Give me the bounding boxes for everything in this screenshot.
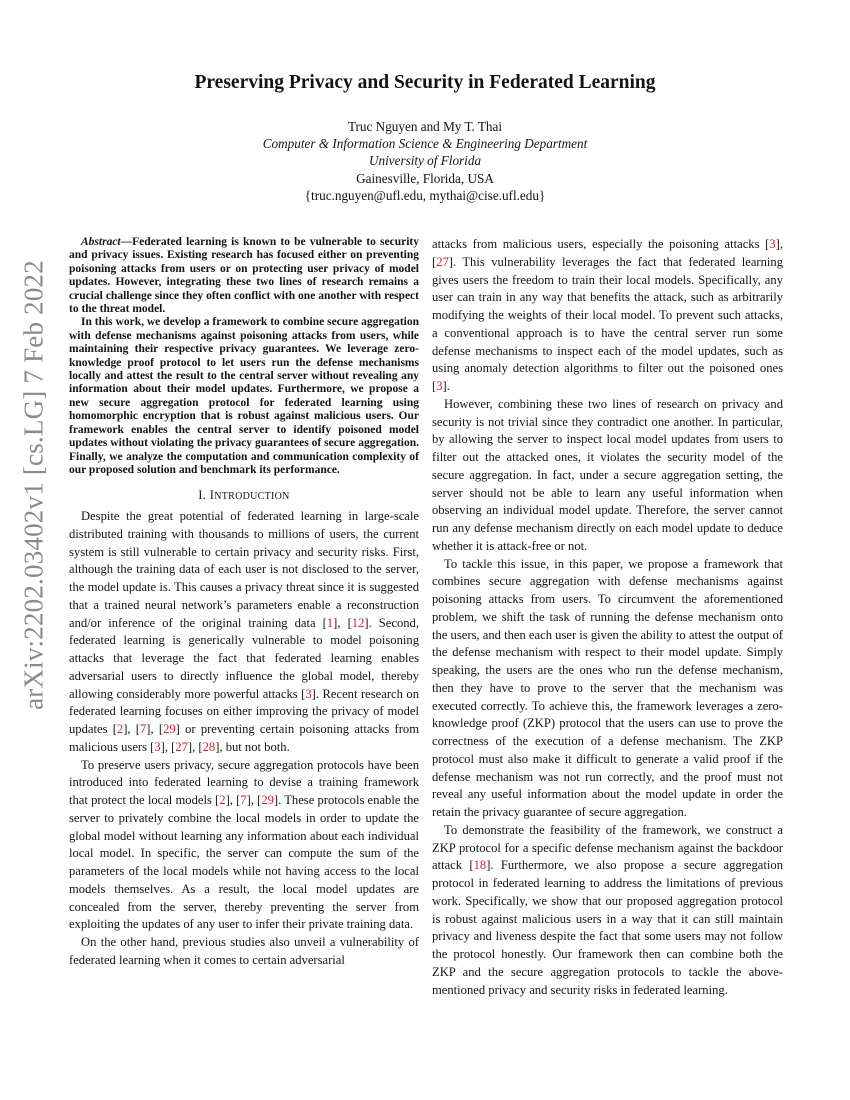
arxiv-stamp-text: arXiv:2202.03402v1 [cs.LG] 7 Feb 2022: [18, 260, 49, 710]
abstract-label: Abstract: [81, 236, 121, 248]
paper-title: Preserving Privacy and Security in Federated Learning: [194, 72, 656, 93]
citation-link[interactable]: 12: [351, 615, 365, 630]
citation-link[interactable]: 3: [436, 379, 443, 393]
author-block: [0, 118, 850, 204]
citation-link[interactable]: 3: [769, 237, 776, 251]
arxiv-stamp: [14, 260, 54, 710]
intro-paragraph-4: However, combining these two lines of research on privacy and security is not trivial since they contradict one another. In particular, by allowing the server to inspect local model updates from users to filter out the attacked ones, it violates the security model of the secure aggregation. In fact, under a secure aggregation setting, the server should not be able to learn any useful information when observing an individual model update. Therefore, the server cannot run any defense mechanism directly on each model update to deduce whether it is attack-free or not.: [432, 396, 783, 553]
citation-link[interactable]: 27: [436, 254, 449, 269]
citation-link[interactable]: 27: [175, 739, 188, 754]
author-department: Computer & Information Science & Engineering Department: [262, 136, 588, 152]
left-column: [69, 236, 419, 970]
citation-link[interactable]: 3: [305, 686, 312, 701]
intro-paragraph-6: To demonstrate the feasibility of the framework, we construct a ZKP protocol for a specific defense mechanism against the backdoor attack [18]. Furthermore, we also propose a secure aggregation protocol in federated learning to address the limitations of previous work. Specifically, we show that our proposed aggregation protocol is robust against malicious users in a way that it can still maintain privacy and liveness despite the fact that some users may not follow the protocol honestly. Our framework then can combine both the ZKP and the secure aggregation protocols to tackle the above-mentioned privacy and security risks in federated learning.: [432, 822, 783, 997]
section-heading-introduction: I. INTRODUCTION: [198, 488, 290, 503]
intro-paragraph-5: To tackle this issue, in this paper, we propose a framework that combines secure aggregation with defense mechanisms against poisoning attacks from users. To circumvent the aforementioned problem, we shift the task of running the defense mechanism onto the users, and then each user is given the ability to attest the output of the defense mechanism with respect to their model update. Simply speaking, the users are the ones who run the defense mechanism, then they have to prove to the server that the mechanism was executed correctly. To achieve this, the framework leverages a zero-knowledge proof (ZKP) protocol that the users can use to prove the correctness of the execution of a defense mechanism. The ZKP protocol must also make it difficult to generate a valid proof if the defense mechanism was not run correctly, and the proof must not reveal any useful information about the model update in order the retain the privacy guarantee of secure aggregation.: [432, 556, 783, 819]
right-column: [432, 236, 783, 999]
author-location: Gainesville, Florida, USA: [356, 170, 494, 186]
citation-link[interactable]: 29: [261, 793, 274, 808]
citation-link[interactable]: 1: [326, 615, 334, 630]
citation-link[interactable]: 18: [473, 858, 487, 873]
intro-paragraph-2: To preserve users privacy, secure aggregation protocols have been introduced into federated learning to devise a training framework that protect the local models [2], [7], [29]. These protocols enable the server to privately combine the local models in order to update the global model without learning any information about each individual local model. In specific, the server can compute the sum of the parameters of the local models while not having access to the local models themselves. As a result, the local model updates are concealed from the server, thereby preventing the server from exploiting the updates of any user to infer their private training data.: [69, 757, 419, 932]
intro-paragraph-3: On the other hand, previous studies also unveil a vulnerability of federated learning when it comes to certain adversarial: [69, 935, 419, 967]
author-university: University of Florida: [368, 153, 482, 169]
citation-link[interactable]: 3: [154, 739, 161, 754]
citation-link[interactable]: 2: [219, 793, 226, 808]
citation-link[interactable]: 29: [163, 722, 176, 737]
abstract: [69, 236, 419, 477]
intro-paragraph-3-continued: attacks from malicious users, especially the poisoning attacks [3], [27]. This vulnerability leverages the fact that federated learning gives users the freedom to train their local models. Specifically, any user can train in any way that benefits the attack, such as arbitrarily modifying the weights of their local model. To prevent such attacks, a conventional approach is to have the central server run some defense mechanisms to inspect each of the model updates, such as using anomaly detection algorithms to filter out the poisoned ones [3].: [432, 237, 783, 393]
intro-paragraph-1: Despite the great potential of federated learning in large-scale distributed training with thousands to millions of users, the current system is still vulnerable to certain privacy and security risks. First, although the training data of each user is not disclosed to the server, the model update is. This causes a privacy threat since it is suggested that a trained neural network’s parameters enable a reconstruction and/or inference of the original training data [1], [12]. Second, federated learning is generically vulnerable to model poisoning attacks that leverage the fact that federated learning enables adversarial users to directly influence the global model, thereby allowing considerably more powerful attacks [3]. Recent research on federated learning focuses on either improving the privacy of model updates [2], [7], [29] or preventing certain poisoning attacks from malicious users [3], [27], [28], but not both.: [69, 509, 420, 754]
abstract-paragraph-2: In this work, we develop a framework to combine secure aggregation with defense mechanisms against poisoning attacks from users, while maintaining their respective privacy guarantees. We leverage zero-knowledge proof protocol to let users run the defense mechanisms locally and attest the result to the central server without revealing any information about their model updates. Furthermore, we propose a new secure aggregation protocol for federated learning using homomorphic encryption that is robust against malicious users. Our framework enables the central server to identify poisoned model updates without violating the privacy guarantees of secure aggregation. Finally, we analyze the computation and communication complexity of our proposed solution and benchmark its performance.: [69, 316, 419, 476]
abstract-paragraph-1: Abstract—Federated learning is known to be vulnerable to security and privacy issues. Existing research has focused either on preventing poisoning attacks from users or on protecting user privacy of model updates. However, integrating these two lines of research remains a crucial challenge since they often conflict with one another with respect to the threat model.: [69, 236, 419, 316]
citation-link[interactable]: 7: [139, 722, 147, 737]
author-names: Truc Nguyen and My T. Thai: [347, 119, 503, 134]
citation-link[interactable]: 7: [240, 793, 247, 808]
author-emails: {truc.nguyen@ufl.edu, mythai@cise.ufl.edu}: [304, 187, 546, 203]
citation-link[interactable]: 2: [116, 722, 124, 737]
citation-link[interactable]: 28: [202, 739, 216, 754]
